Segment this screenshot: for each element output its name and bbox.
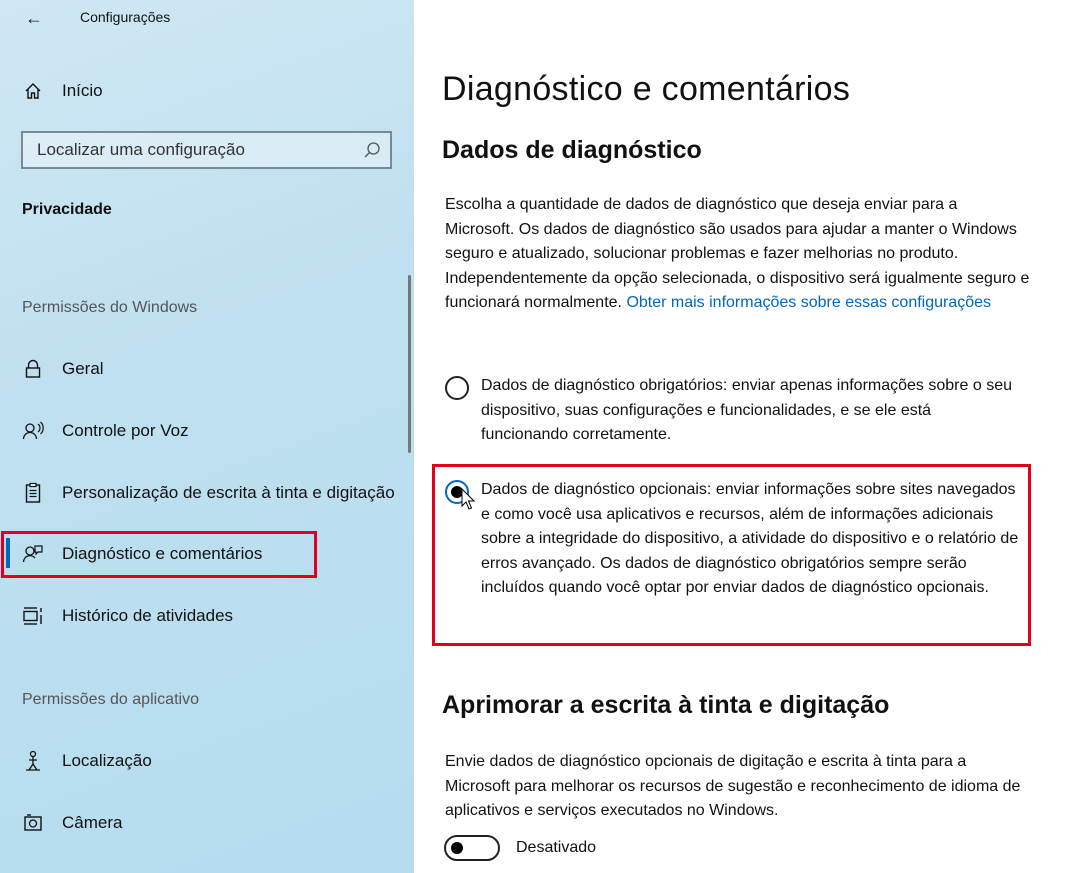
- radio-required-data[interactable]: [442, 374, 1032, 454]
- sidebar-item-label: Controle por Voz: [62, 421, 189, 440]
- diagnostics-heading: Dados de diagnóstico: [442, 136, 702, 164]
- location-icon: [22, 750, 44, 772]
- radio-button-unchecked[interactable]: [445, 376, 469, 400]
- search-field[interactable]: [21, 131, 392, 169]
- title-bar: [0, 0, 414, 36]
- sidebar-item-inking-typing[interactable]: [0, 473, 414, 513]
- main-content: [414, 0, 1071, 873]
- sidebar-item-label: Câmera: [62, 813, 123, 832]
- radio-label: Dados de diagnóstico opcionais: enviar informações sobre sites navegados e como você usa aplicativos e recursos, além de informações adicionais sobre a integridade do dispositivo, a atividade do dispositivo e o relatório de erros avançado. Os dados de diagnóstico obrigatórios sempre serão incluídos quando você optar por enviar dados de diagnóstico opcionais.: [481, 481, 1019, 596]
- sidebar-scrollbar[interactable]: [408, 275, 411, 453]
- group-label-windows: Permissões do Windows: [22, 299, 198, 316]
- home-icon: [22, 80, 44, 102]
- ink-description: Envie dados de diagnóstico opcionais de digitação e escrita à tinta para a Microsoft para melhorar os recursos de sugestão e reconhecimento de idioma de aplicativos e serviços executados no Windows.: [445, 753, 1021, 819]
- ink-toggle-switch[interactable]: [444, 835, 500, 861]
- section-title: Privacidade: [22, 201, 112, 218]
- highlight-annotation: [1, 531, 317, 578]
- timeline-icon: [22, 605, 44, 627]
- voice-icon: [22, 420, 44, 442]
- sidebar-item-label: Histórico de atividades: [62, 606, 234, 625]
- mouse-cursor-icon: [461, 488, 477, 512]
- clipboard-icon: [22, 482, 44, 504]
- app-title: Configurações: [80, 9, 171, 25]
- lock-icon: [22, 358, 44, 380]
- sidebar-item-label: Geral: [62, 359, 104, 378]
- toggle-knob: [451, 842, 463, 854]
- sidebar-item-voice[interactable]: [0, 411, 414, 451]
- learn-more-link[interactable]: Obter mais informações sobre essas configurações: [626, 294, 992, 311]
- sidebar-item-home[interactable]: [0, 71, 414, 111]
- radio-label: Dados de diagnóstico obrigatórios: enviar apenas informações sobre o seu dispositivo, suas configurações e funcionalidades, e se ele está funcionando corretamente.: [481, 377, 1012, 443]
- search-input[interactable]: [23, 133, 343, 167]
- toggle-state-label: Desativado: [516, 839, 597, 856]
- sidebar-item-label: Personalização de escrita à tinta e digitação: [62, 483, 395, 502]
- group-label-app: Permissões do aplicativo: [22, 691, 199, 708]
- sidebar-item-general[interactable]: [0, 349, 414, 389]
- sidebar: [0, 0, 414, 873]
- sidebar-item-label: Diagnóstico e comentários: [62, 544, 263, 563]
- sidebar-item-location[interactable]: [0, 741, 414, 781]
- sidebar-item-camera[interactable]: [0, 803, 414, 843]
- search-icon[interactable]: [362, 140, 382, 160]
- radio-optional-data[interactable]: [442, 478, 1032, 628]
- sidebar-item-label: Localização: [62, 751, 152, 770]
- page-title: Diagnóstico e comentários: [442, 70, 851, 108]
- diagnostics-text: Escolha a quantidade de dados de diagnóstico que deseja enviar para a Microsoft. Os dados de diagnóstico são usados para ajudar a manter o Windows seguro e atualizado, solucionar problemas e fazer melhorias no produto. Independentemente da opção selecionada, o dispositivo será igualmente seguro e funcionará normalmente.: [445, 196, 1030, 311]
- diagnostics-description: [445, 193, 1030, 316]
- ink-heading: Aprimorar a escrita à tinta e digitação: [442, 691, 890, 719]
- sidebar-item-label: Início: [62, 81, 103, 100]
- back-arrow-icon[interactable]: ←: [25, 8, 43, 28]
- sidebar-item-activity-history[interactable]: [0, 596, 414, 636]
- camera-icon: [22, 812, 44, 834]
